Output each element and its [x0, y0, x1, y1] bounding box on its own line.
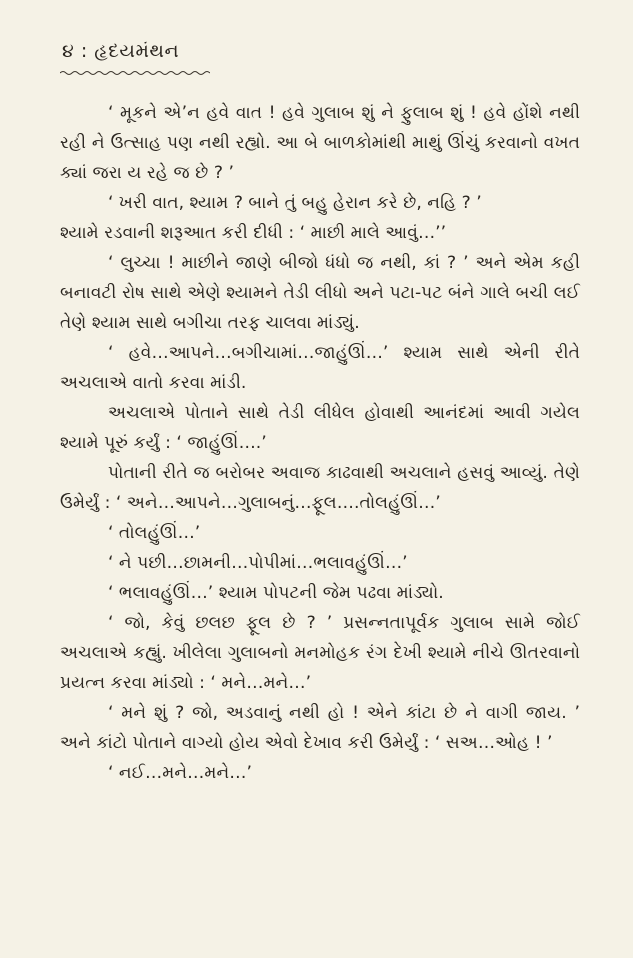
- paragraph: ‘ મૂકને એ’ન હવે વાત ! હવે ગુલાબ શું ને ફુલાબ શું ! હવે હોંશે નથી રહી ને ઉત્સાહ પણ નથી રહ્યો. આ બે બાળકોમાંથી માથું ઊંચું કરવાનો વખત ક્યાં જરા ય રહે જ છે ? ’: [60, 103, 580, 183]
- page-number: ૪: [62, 40, 75, 62]
- paragraph: ‘ નઈ…મને…મને…’: [108, 763, 252, 783]
- paragraph: ‘ તોલહુંઊં…’: [108, 523, 201, 543]
- paragraph: ‘ લુચ્ચા ! માછીને જાણે બીજો ધંધો જ નથી, કાં ? ’ અને એમ કહી બનાવટી રોષ સાથે એણે શ્યામને તેડી લીધો અને પટા-પટ બંને ગાલે બચી લઈ તેણે શ્યામ સાથે બગીચા તરફ ચાલવા માંડ્યું.: [60, 253, 580, 333]
- page-header: [62, 40, 179, 62]
- paragraph: પોતાની રીતે જ બરોબર અવાજ કાઢવાથી અચલાને હસવું આવ્યું. તેણે ઉમેર્યું : ‘ અને…આપને…ગુલાબનું…ફૂલ….તોલહુંઊં…’: [60, 463, 580, 513]
- header-wavy-rule: [60, 70, 210, 76]
- paragraph: ‘ હવે…આપને…બગીચામાં…જાહુંઊં…’ શ્યામ સાથે એની રીતે અચલાએ વાતો કરવા માંડી.: [60, 343, 580, 393]
- paragraph: ‘ ખરી વાત, શ્યામ ? બાને તું બહુ હેરાન કરે છે, નહિ ? ’: [108, 193, 482, 213]
- paragraph: અચલાએ પોતાને સાથે તેડી લીધેલ હોવાથી આનંદમાં આવી ગયેલ શ્યામે પૂરું કર્યું : ‘ જાહુંઊં….’: [60, 403, 580, 453]
- paragraph: ‘ મને શું ? જો, અડવાનું નથી હો ! એને કાંટા છે ને વાગી જાય. ’ અને કાંટો પોતાને વાગ્યો હોય એવો દેખાવ કરી ઉમેર્યું : ‘ સઅ…ઓહ ! ’: [60, 703, 580, 753]
- paragraph: ‘ ભલાવહુંઊં…’ શ્યામ પોપટની જેમ પઢવા માંડ્યો.: [108, 583, 444, 603]
- paragraph: ‘ ને પછી…છામની…પોપીમાં…ભલાવહુંઊં…’: [108, 553, 408, 573]
- chapter-title: હૃદયમંથન: [94, 40, 180, 62]
- header-separator: :: [80, 40, 88, 62]
- paragraph: ‘ જો, કેવું છલછ ફૂલ છે ? ’ પ્રસન્નતાપૂર્વક ગુલાબ સામે જોઈ અચલાએ કહ્યું. ખીલેલા ગુલાબનો મનમોહક રંગ દેખી શ્યામે નીચે ઊતરવાનો પ્રયત્ન કરવા માંડ્યો : ‘ મને…મને…’: [60, 613, 580, 693]
- paragraph: શ્યામે રડવાની શરૂઆત કરી દીધી : ‘ માછી માલે આવું…’’: [60, 223, 447, 243]
- body-text: [60, 98, 580, 788]
